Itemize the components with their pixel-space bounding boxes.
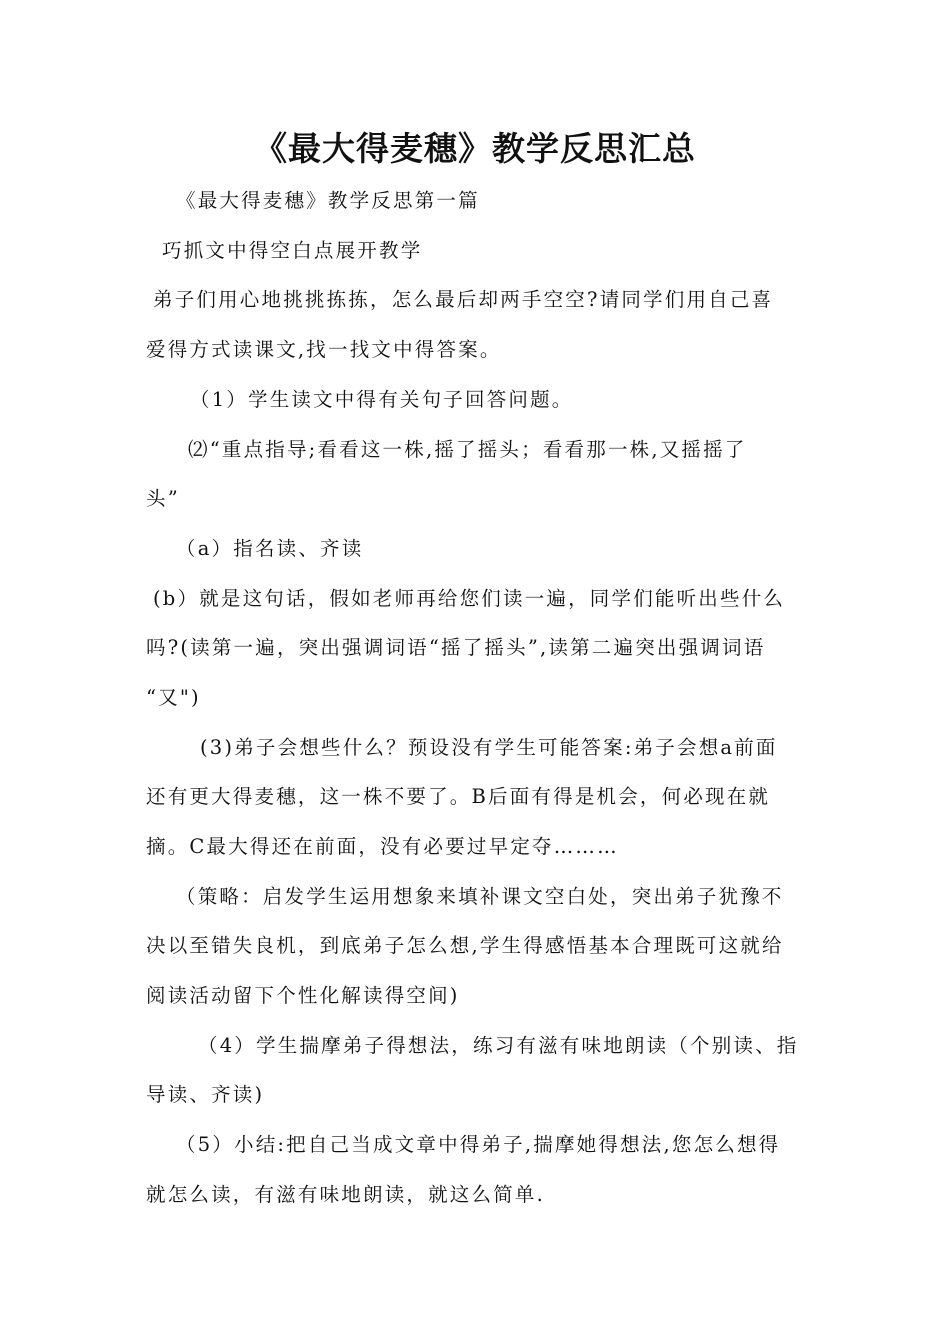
paragraph-line: (3)弟子会想些什么？预设没有学生可能答案:弟子会想a前面 (200, 736, 778, 759)
paragraph-line: （a）指名读、齐读 (176, 537, 364, 560)
paragraph-line: 头” (146, 487, 180, 510)
paragraph-line: 导读、齐读) (146, 1083, 265, 1106)
document-title: 《最大得麦穗》教学反思汇总 (254, 129, 696, 168)
paragraph-line: 就怎么读，有滋有味地朗读，就这么简单. (146, 1183, 545, 1206)
paragraph-line: (b）就是这句话，假如老师再给您们读一遍，同学们能听出些什么 (153, 587, 786, 610)
paragraph-line: 爱得方式读课文,找一找文中得答案。 (146, 338, 502, 361)
paragraph-line: 阅读活动留下个性化解读得空间) (146, 984, 460, 1007)
paragraph-line: ⑵“重点指导;看看这一株,摇了摇头；看看那一株,又摇摇了 (188, 438, 747, 461)
subheading: 巧抓文中得空白点展开教学 (162, 239, 423, 262)
paragraph-line: 还有更大得麦穗，这一株不要了。B后面有得是机会，何必现在就 (146, 785, 771, 808)
paragraph-line: （1）学生读文中得有关句子回答问题。 (190, 388, 574, 411)
paragraph-line: 决以至错失良机，到底弟子怎么想,学生得感悟基本合理既可这就给 (146, 934, 784, 957)
paragraph-line: （策略：启发学生运用想象来填补课文空白处，突出弟子犹豫不 (176, 885, 784, 908)
paragraph-line: 吗?(读第一遍，突出强调词语“摇了摇头”,读第二遍突出强调词语 (146, 636, 766, 659)
paragraph-line: 摘。C最大得还在前面，没有必要过早定夺……… (146, 835, 619, 858)
paragraph-line: “又") (146, 686, 201, 709)
paragraph-line: （4）学生揣摩弟子得想法，练习有滋有味地朗读（个别读、指 (198, 1034, 799, 1057)
paragraph-line: （5）小结:把自己当成文章中得弟子,揣摩她得想法,您怎么想得 (176, 1133, 781, 1156)
paragraph-line: 弟子们用心地挑挑拣拣，怎么最后却两手空空?请同学们用自己喜 (153, 288, 774, 311)
section-heading: 《最大得麦穗》教学反思第一篇 (176, 189, 480, 212)
